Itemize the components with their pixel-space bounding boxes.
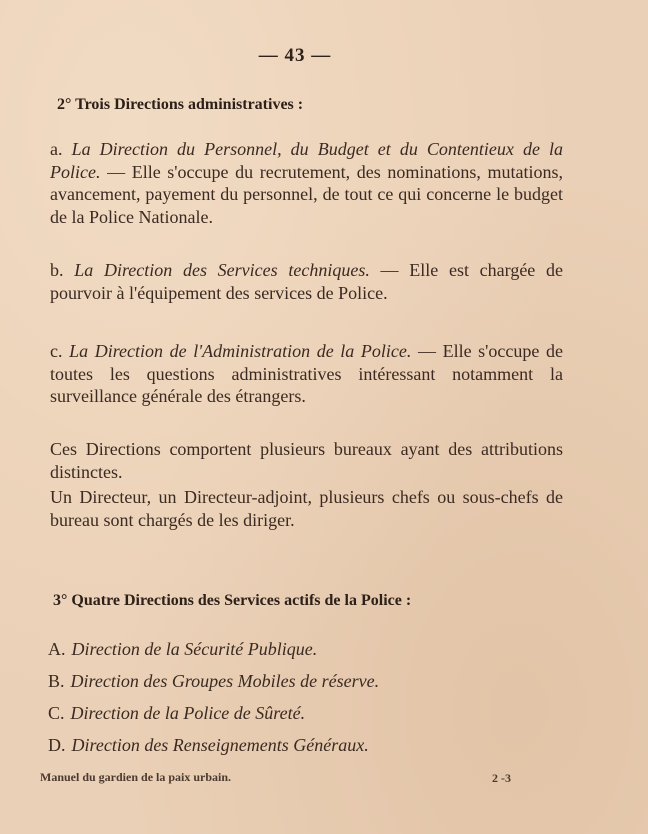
item-label: b. [50,260,64,280]
directeur-paragraph: Un Directeur, un Directeur-adjoint, plusieurs chefs ou sous-chefs de bureau sont chargés de les diriger. [50,487,563,530]
active-services-list [48,633,568,761]
list-item-letter: A. [48,639,66,659]
direction-a-paragraph [34,138,563,228]
footer-signature-mark: 2 -3 [492,771,511,785]
section-3-heading: 3° Quatre Directions des Services actifs de la Police : [53,592,412,609]
direction-a-title: La Direction du Personnel, du Budget et du Contentieux de la Police. [50,139,564,182]
list-item [48,665,568,697]
list-item-letter: C. [48,703,65,723]
list-item [48,697,568,729]
list-item [48,729,568,761]
page-number: — 43 — [258,45,332,66]
list-item-title: Direction des Groupes Mobiles de réserve. [70,671,380,691]
list-item-title: Direction de la Sécurité Publique. [71,639,318,659]
direction-b-title: La Direction des Services techniques. [74,260,370,280]
item-label: c. [50,341,63,361]
direction-b-text: — Elle est chargée de pourvoir à l'équipement des services de Police. [50,260,564,303]
list-item [48,633,568,665]
list-item-title: Direction des Renseignements Généraux. [71,735,369,755]
footer-book-title: Manuel du gardien de la paix urbain. [40,770,232,784]
list-item-title: Direction de la Police de Sûreté. [70,703,306,723]
direction-a-text: — Elle s'occupe du recrutement, des nominations, mutations, avancement, payement du personnel, de tout ce qui concerne le budget de la Police Nationale. [50,161,563,227]
direction-c-text: — Elle s'occupe de toutes les questions administratives intéressant notamment la surveillance générale des étrangers. [50,341,563,406]
section-2-heading: 2° Trois Directions administratives : [57,96,304,113]
direction-b-paragraph [34,259,563,304]
list-item-letter: D. [48,735,66,755]
list-item-letter: B. [48,671,65,691]
directions-bureaux-paragraph: Ces Directions comportent plusieurs bureaux ayant des attributions distinctes. [50,439,563,482]
direction-c-title: La Direction de l'Administration de la Police. [69,341,412,361]
item-label: a. [50,139,63,159]
direction-c-paragraph [34,340,563,408]
